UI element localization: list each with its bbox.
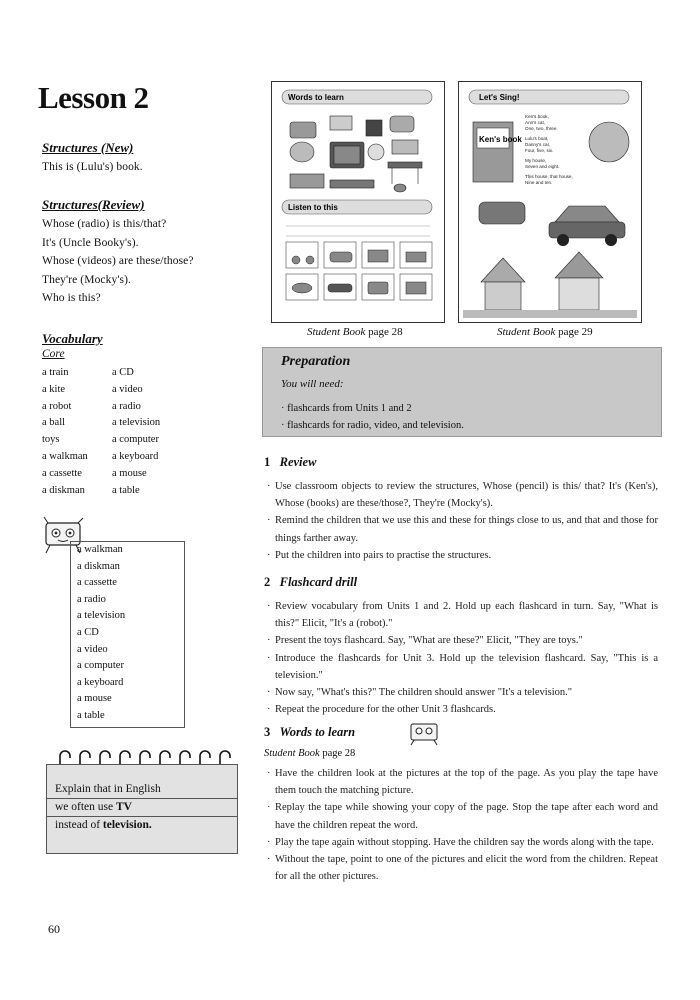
word-box-item: a television <box>77 610 126 622</box>
vocab-item: a diskman <box>42 484 85 496</box>
song-line: Danny's car, <box>525 142 551 147</box>
core-label: Core <box>42 348 65 360</box>
vocab-item: a video <box>112 383 143 395</box>
lesson-title: Lesson 2 <box>38 80 149 115</box>
student-book-page: page 28 <box>322 748 356 759</box>
bullet-text: Use classroom objects to review the structures, Whose (pencil) is this/ that? It's (Ken's), Whose (books) are these/those?, They're (Mocky's). <box>275 481 658 510</box>
bullet-item: · Remind the children that we use this and these for things close to us, and that and those for things farther away. <box>267 515 658 544</box>
bullet-item: · Without the tape, point to one of the pictures and elicit the word from the children. Repeat for all the other pictures. <box>267 854 658 883</box>
section-number: 3 <box>264 725 271 739</box>
word-box-item: a table <box>77 709 105 721</box>
caption-page-28 <box>307 326 403 338</box>
section-title: Flashcard drill <box>279 575 358 589</box>
bullet-item: · Review vocabulary from Units 1 and 2. Hold up each flashcard in turn. Say, "What is this?" Elicit, "It's a (robot)." <box>267 601 658 630</box>
student-book-label: Student Book <box>264 748 320 759</box>
note-line <box>47 799 237 817</box>
song-line: One, two, three. <box>525 126 558 131</box>
vocab-item: a table <box>112 484 140 496</box>
song-line: Lulu's boat, <box>525 136 549 141</box>
song-line: Ken's book, <box>525 114 549 119</box>
word-box-item: a cassette <box>77 577 117 589</box>
student-book-thumbnail-29 <box>458 81 642 323</box>
page-number: 60 <box>48 922 60 936</box>
prep-item: · flashcards from Units 1 and 2 <box>281 403 412 414</box>
vocab-item: a CD <box>112 367 134 378</box>
word-box-item: a video <box>77 643 108 655</box>
section-heading-words <box>264 725 355 740</box>
cassette-mascot-small-icon <box>408 718 442 746</box>
song-line: Ann's cat, <box>525 120 546 125</box>
words-to-learn-label: Words to learn <box>288 93 344 102</box>
word-box-item: a CD <box>77 626 99 638</box>
vocab-item: toys <box>42 434 60 446</box>
vocab-col-2 <box>112 365 160 499</box>
note-card <box>46 764 238 854</box>
caption-book-label: Student Book <box>497 326 556 338</box>
student-book-ref <box>264 748 355 759</box>
section-number: 1 <box>264 455 271 469</box>
structures-review-list <box>42 215 194 308</box>
note-text: instead of <box>55 819 103 831</box>
vocab-item: a ball <box>42 417 66 429</box>
note-television: television. <box>102 819 152 831</box>
word-box-item: a computer <box>77 660 124 672</box>
bullet-text: Without the tape, point to one of the pictures and elicit the word from the children. Repeat for all the other pictures. <box>275 854 658 883</box>
vocab-item: a television <box>112 417 161 429</box>
note-line <box>47 781 237 799</box>
bullet-item: · Repeat the procedure for the other Unit 3 flashcards. <box>267 704 496 716</box>
structure-line: Whose (radio) is this/that? <box>42 218 167 230</box>
vocab-item: a walkman <box>42 450 88 462</box>
vocab-item: a keyboard <box>112 450 159 462</box>
vocab-col-1 <box>42 365 88 499</box>
bullet-text: Remind the children that we use this and these for things close to us, and that and those for things farther away. <box>275 515 658 544</box>
word-box-item: a diskman <box>77 560 120 572</box>
vocab-item: a computer <box>112 434 159 446</box>
bullet-item: · Introduce the flashcards for Unit 3. Hold up the television flashcard. Say, "This is a television." <box>267 652 658 681</box>
section-title: Review <box>279 455 317 469</box>
section-heading-review <box>264 455 316 470</box>
caption-page-29 <box>497 326 593 338</box>
note-tv: TV <box>116 801 132 813</box>
structures-new-line: This is (Lulu's) book. <box>42 161 143 173</box>
word-box <box>70 541 185 728</box>
song-line: This house, that house, <box>525 174 573 179</box>
listen-to-this-label: Listen to this <box>288 203 338 212</box>
vocab-item: a cassette <box>42 467 82 479</box>
bullet-text: Present the toys flashcard. Say, "What are these?" Elicit, "They are toys." <box>275 635 583 647</box>
vocab-item: a robot <box>42 400 72 412</box>
section-title: Words to learn <box>279 725 356 739</box>
prep-item-text: flashcards for radio, video, and television. <box>287 420 464 431</box>
bullet-text: Replay the tape while showing your copy of the page. Stop the tape after each word and have the children repeat the word. <box>275 802 658 831</box>
bullet-text: Review vocabulary from Units 1 and 2. Hold up each flashcard in turn. Say, "What is this?" Elicit, "It's a (robot)." <box>275 601 658 630</box>
bullet-item: · Now say, "What's this?" The children should answer "It's a television." <box>267 687 573 699</box>
bullet-item: · Play the tape again without stopping. Have the children say the words along with the tape. <box>267 836 654 848</box>
bullet-text: Play the tape again without stopping. Have the children say the words along with the tape. <box>275 836 654 848</box>
note-text: we often use <box>55 801 116 813</box>
vocab-item: a radio <box>112 400 141 412</box>
bullet-text: Now say, "What's this?" The children should answer "It's a television." <box>275 687 573 699</box>
bullet-item: · Have the children look at the pictures at the top of the page. As you play the tape have them touch the matching picture. <box>267 768 658 797</box>
section-number: 2 <box>264 575 271 589</box>
structure-line: It's (Uncle Booky's). <box>42 236 139 249</box>
bullet-text: Put the children into pairs to practise the structures. <box>275 549 492 561</box>
bullet-text: Have the children look at the pictures at the top of the page. As you play the tape have them touch the matching picture. <box>275 768 658 797</box>
vocabulary-heading: Vocabulary <box>42 331 103 346</box>
song-line: Seven and eight. <box>525 164 560 169</box>
structures-new-heading: Structures (New) <box>42 140 134 155</box>
section-heading-flashcard <box>264 575 357 590</box>
structures-review-heading: Structures(Review) <box>42 197 145 212</box>
word-box-item: a mouse <box>77 693 112 705</box>
note-text: Explain that in English <box>55 783 161 795</box>
page-28-illustration <box>272 82 444 322</box>
words-learn-bullets <box>267 765 658 885</box>
flashcard-bullets <box>267 598 658 718</box>
caption-page: page 29 <box>558 326 593 338</box>
prep-item: · flashcards for radio, video, and television. <box>281 420 464 431</box>
structure-line: Who is this? <box>42 292 101 304</box>
bullet-text: Repeat the procedure for the other Unit 3 flashcards. <box>275 704 496 716</box>
structure-line: They're (Mocky's). <box>42 273 131 286</box>
word-box-item: a walkman <box>77 544 123 555</box>
preparation-title: Preparation <box>281 354 351 369</box>
word-box-item: a radio <box>77 593 106 605</box>
lets-sing-label: Let's Sing! <box>479 93 520 102</box>
song-line: Nine and ten. <box>525 180 553 185</box>
bullet-item: · Present the toys flashcard. Say, "What are these?" Elicit, "They are toys." <box>267 635 583 647</box>
caption-book-label: Student Book <box>307 326 366 338</box>
bullet-item: · Use classroom objects to review the structures, Whose (pencil) is this/ that? It's (Ken's), Whose (books) are these/those?, They're (Mocky's). <box>267 481 658 510</box>
bullet-item: · Put the children into pairs to practise the structures. <box>267 549 492 561</box>
review-bullets <box>267 478 658 564</box>
note-line <box>47 817 237 834</box>
preparation-box <box>262 347 662 437</box>
caption-page: page 28 <box>368 326 403 338</box>
bullet-text: Introduce the flashcards for Unit 3. Hold up the television flashcard. Say, "This is a television." <box>275 652 658 681</box>
vocab-item: a kite <box>42 383 66 395</box>
vocab-item: a mouse <box>112 467 147 479</box>
you-will-need: You will need: <box>281 378 344 390</box>
student-book-thumbnail-28 <box>271 81 445 323</box>
word-box-item: a keyboard <box>77 676 124 688</box>
song-line: Four, five, six. <box>525 148 554 153</box>
structure-line: Whose (videos) are these/those? <box>42 255 194 267</box>
song-line: My house, <box>525 158 547 163</box>
vocab-item: a train <box>42 367 69 378</box>
page-29-illustration <box>459 82 641 322</box>
bullet-item: · Replay the tape while showing your copy of the page. Stop the tape after each word and have the children repeat the word. <box>267 802 658 831</box>
prep-item-text: flashcards from Units 1 and 2 <box>287 403 412 414</box>
kens-book-label: Ken's book <box>479 135 522 144</box>
